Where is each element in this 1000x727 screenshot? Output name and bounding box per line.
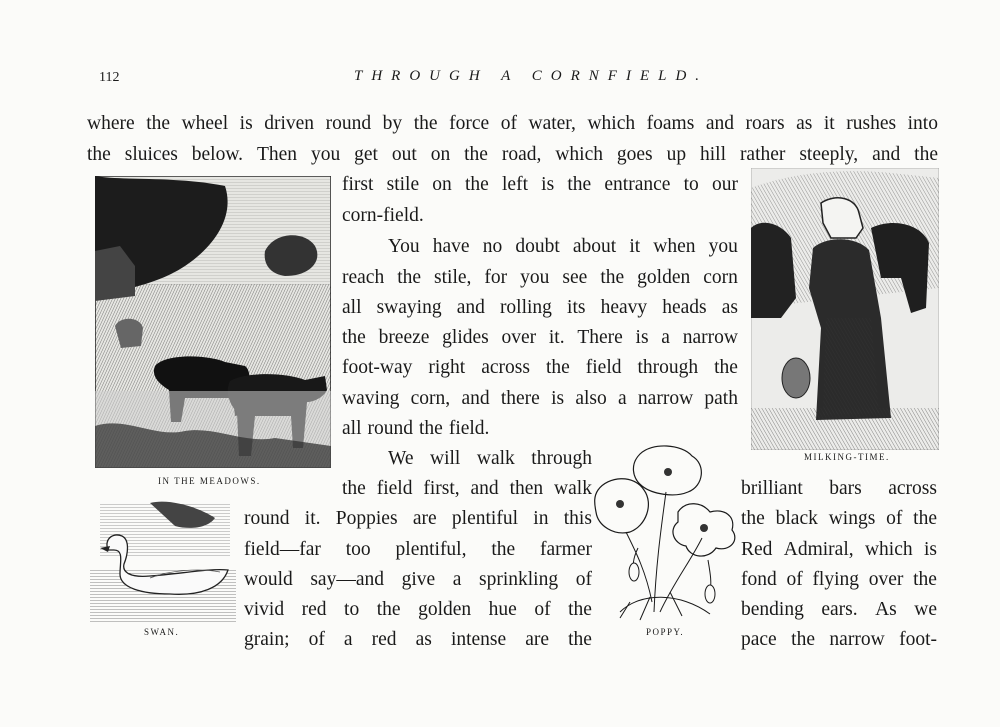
word: as [721, 297, 738, 318]
word: on [430, 144, 451, 165]
word: to [344, 599, 360, 620]
word: waving [342, 388, 400, 409]
word: round [325, 113, 372, 134]
word: black [775, 508, 818, 529]
word: force [449, 113, 490, 134]
word: its [567, 297, 586, 318]
word: the [600, 267, 625, 288]
word: ears. [821, 599, 858, 620]
word: a [343, 629, 353, 650]
word: have [432, 236, 470, 257]
word: then [509, 478, 544, 499]
word: left [502, 174, 528, 195]
word: say—and [310, 569, 384, 590]
word: the [376, 599, 401, 620]
milking-illustration [751, 168, 939, 450]
word: field—far [244, 539, 321, 560]
word: stile, [434, 267, 472, 288]
word: for [484, 267, 508, 288]
word: pace [741, 629, 777, 650]
word: goes [616, 144, 653, 165]
word: field [585, 357, 622, 378]
word: the [568, 629, 592, 650]
word: narrow [637, 388, 694, 409]
word: bars [829, 478, 862, 499]
word: bending [741, 599, 804, 620]
word: no [482, 236, 503, 257]
word: round [367, 418, 413, 439]
word: hill [700, 144, 727, 165]
word: of [786, 569, 803, 590]
word: and [705, 113, 734, 134]
word: golden [637, 267, 691, 288]
text-line [342, 358, 738, 378]
word: through [637, 357, 699, 378]
word: the [464, 174, 489, 195]
word: see [562, 267, 588, 288]
text-line [342, 298, 738, 318]
word: field [376, 478, 413, 499]
word: doubt [515, 236, 560, 257]
word: the [741, 508, 765, 529]
word: foot-way [342, 357, 413, 378]
word: You [388, 236, 420, 257]
word: are [525, 629, 550, 650]
word: path [704, 388, 738, 409]
poppy-caption: POPPY. [646, 627, 685, 637]
word: round [244, 508, 290, 529]
word: intense [450, 629, 507, 650]
word: it [823, 113, 835, 134]
word: our [711, 174, 738, 195]
text-line [342, 389, 738, 409]
text-line [244, 600, 592, 620]
word: rolling [499, 297, 552, 318]
word: the [568, 599, 592, 620]
text-line [741, 570, 937, 590]
word: the [342, 478, 366, 499]
text-line [342, 419, 489, 439]
word: the [87, 144, 111, 165]
word: the [419, 418, 443, 439]
word: all [342, 418, 362, 439]
word: rather [739, 144, 786, 165]
word: are [412, 508, 437, 529]
word: is [239, 113, 253, 134]
word: across [888, 478, 937, 499]
word: Red [741, 539, 773, 560]
word: vivid [244, 599, 285, 620]
word: of [500, 113, 517, 134]
text-line [741, 630, 937, 650]
word: up [666, 144, 687, 165]
word: in [533, 508, 549, 529]
text-line [741, 540, 937, 560]
text-line [741, 600, 937, 620]
word: foams [646, 113, 695, 134]
word: steeply, [799, 144, 859, 165]
word: is [551, 388, 565, 409]
word: breeze [378, 327, 430, 348]
word: foot- [899, 629, 937, 650]
text-line [244, 509, 592, 529]
word: also [575, 388, 607, 409]
word: right [428, 357, 466, 378]
word: walk [554, 478, 592, 499]
word: water, [528, 113, 576, 134]
word: across [481, 357, 530, 378]
text-line [342, 175, 738, 195]
word: out [391, 144, 417, 165]
meadows-caption: IN THE MEADOWS. [158, 476, 261, 486]
text-line [741, 479, 937, 499]
text-line [388, 449, 592, 469]
word: it. [548, 327, 565, 348]
word: the [464, 144, 488, 165]
poppy-illustration [590, 442, 742, 626]
text-line [388, 237, 738, 257]
word: the [913, 508, 937, 529]
text-line [244, 540, 592, 560]
word: the [567, 174, 592, 195]
word: roars [745, 113, 785, 134]
word: glides [442, 327, 489, 348]
word: as [796, 113, 813, 134]
word: We [388, 448, 414, 469]
word: stile [386, 174, 420, 195]
word: which [555, 144, 603, 165]
word: first [342, 174, 374, 195]
word: you [708, 236, 738, 257]
text-line [87, 114, 938, 134]
word: you [520, 267, 550, 288]
word: farmer [540, 539, 592, 560]
word: give [401, 569, 436, 590]
swan-illustration [90, 498, 236, 622]
word: there [500, 388, 540, 409]
page-number: 112 [99, 70, 120, 85]
word: too [345, 539, 371, 560]
word: by [382, 113, 403, 134]
word: There [577, 327, 623, 348]
word: a [618, 388, 627, 409]
word: plentiful, [395, 539, 467, 560]
word: grain; [244, 629, 290, 650]
word: is [541, 174, 555, 195]
text-line [87, 145, 938, 165]
word: walk [476, 448, 515, 469]
text-line [741, 509, 937, 529]
word: is [923, 539, 937, 560]
word: all [342, 297, 362, 318]
word: first, [423, 478, 460, 499]
word: corn-field. [342, 205, 424, 226]
word: wheel [181, 113, 229, 134]
word: wings [828, 508, 876, 529]
word: heavy [600, 297, 648, 318]
word: would [244, 569, 293, 590]
word: of [534, 599, 551, 620]
swan-caption: SWAN. [144, 627, 180, 637]
word: golden [418, 599, 472, 620]
word: Admiral, [783, 539, 854, 560]
word: narrow [829, 629, 885, 650]
word: this [563, 508, 592, 529]
word: which [587, 113, 636, 134]
word: which [864, 539, 913, 560]
word: narrow [682, 327, 738, 348]
word: it [629, 236, 641, 257]
word: as [415, 629, 432, 650]
word: will [430, 448, 461, 469]
word: reach [342, 267, 385, 288]
word: fond [741, 569, 777, 590]
word: Poppies [335, 508, 398, 529]
word: rushes [846, 113, 897, 134]
word: of [308, 629, 325, 650]
word: field. [448, 418, 490, 439]
word: the [342, 327, 366, 348]
word: sluices [124, 144, 178, 165]
word: road, [501, 144, 542, 165]
word: to [683, 174, 699, 195]
running-title: THROUGH A CORNFIELD. [354, 68, 709, 84]
word: where [87, 113, 135, 134]
word: red [371, 629, 397, 650]
word: on [432, 174, 452, 195]
word: the [545, 357, 570, 378]
milking-caption: MILKING-TIME. [804, 452, 890, 462]
word: flying [812, 569, 860, 590]
word: sprinkling [479, 569, 559, 590]
text-line [342, 268, 738, 288]
word: it. [304, 508, 321, 529]
word: the [397, 267, 422, 288]
word: the [913, 569, 937, 590]
word: entrance [604, 174, 671, 195]
word: the [714, 357, 738, 378]
word: brilliant [741, 478, 803, 499]
word: As [875, 599, 897, 620]
word: the [146, 113, 171, 134]
word: into [907, 113, 938, 134]
word: you [310, 144, 341, 165]
text-line [244, 570, 592, 590]
text-line [244, 630, 592, 650]
word: and [456, 297, 485, 318]
text-line [342, 206, 424, 226]
word: heads [662, 297, 707, 318]
word: of [886, 508, 903, 529]
word: we [914, 599, 937, 620]
word: driven [264, 113, 315, 134]
word: the [413, 113, 438, 134]
word: over [501, 327, 537, 348]
word: a [661, 327, 670, 348]
word: and [461, 388, 490, 409]
word: about [572, 236, 617, 257]
word: is [635, 327, 649, 348]
word: and [872, 144, 901, 165]
word: red [301, 599, 327, 620]
word: get [354, 144, 378, 165]
word: of [575, 569, 592, 590]
word: plentiful [451, 508, 518, 529]
word: the [914, 144, 938, 165]
word: swaying [376, 297, 442, 318]
meadows-illustration [95, 176, 331, 468]
word: corn [703, 267, 738, 288]
text-line [342, 328, 738, 348]
word: the [491, 539, 516, 560]
word: a [452, 569, 462, 590]
word: through [531, 448, 592, 469]
word: when [653, 236, 696, 257]
word: hue [488, 599, 517, 620]
text-line [342, 479, 592, 499]
word: and [470, 478, 499, 499]
word: the [791, 629, 815, 650]
word: Then [256, 144, 298, 165]
word: below. [191, 144, 244, 165]
word: over [868, 569, 904, 590]
word: corn, [410, 388, 451, 409]
